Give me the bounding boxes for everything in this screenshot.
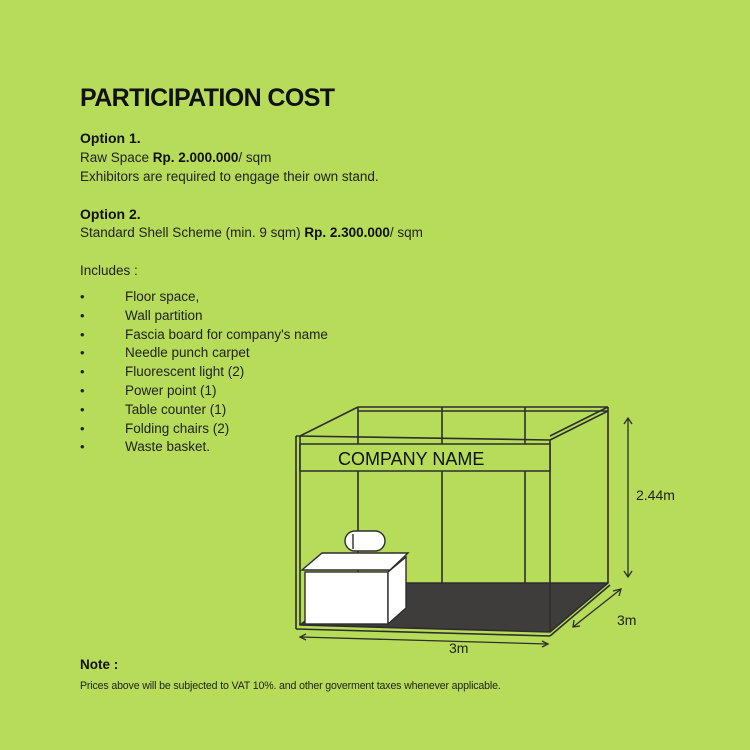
bullet-icon: •: [80, 439, 85, 455]
option1-unit: / sqm: [238, 150, 272, 165]
height-dimension: [624, 418, 632, 577]
list-item: • Fluorescent light (2): [80, 363, 328, 382]
note-title: Note :: [80, 657, 119, 672]
option2-desc: Standard Shell Scheme (min. 9 sqm): [80, 225, 305, 240]
page-title: PARTICIPATION COST: [80, 84, 335, 112]
note-text: Prices above will be subjected to VAT 10%. and other goverment taxes whenever applicable.: [80, 680, 501, 692]
option2-price: Rp. 2.300.000: [304, 225, 390, 240]
list-item: • Power point (1): [80, 382, 328, 401]
list-item: • Waste basket.: [80, 438, 328, 457]
list-item: • Needle punch carpet: [80, 344, 328, 363]
bullet-icon: •: [80, 382, 85, 398]
list-item: • Wall partition: [80, 307, 328, 326]
bullet-icon: •: [80, 364, 85, 380]
folding-chair: [345, 531, 385, 551]
option1-title: Option 1.: [80, 130, 141, 146]
includes-label: Includes :: [80, 263, 138, 278]
bullet-icon: •: [80, 345, 85, 361]
list-item: • Fascia board for company's name: [80, 326, 328, 345]
bullet-icon: •: [80, 401, 85, 417]
width-dimension: [300, 634, 548, 647]
bullet-icon: •: [80, 289, 85, 304]
table-counter: [302, 553, 408, 624]
option1-desc: Raw Space: [80, 150, 153, 165]
fascia-label: COMPANY NAME: [338, 449, 485, 469]
bullet-icon: •: [80, 420, 85, 436]
option2-unit: / sqm: [389, 225, 423, 240]
list-item: • Table counter (1): [80, 401, 328, 420]
bullet-icon: •: [80, 307, 85, 323]
list-item: • Floor space,: [80, 288, 328, 307]
option1-price: Rp. 2.000.000: [152, 150, 239, 165]
list-item: • Folding chairs (2): [80, 420, 328, 439]
option1-note: Exhibitors are required to engage their own stand.: [80, 169, 379, 184]
bullet-icon: •: [80, 326, 85, 342]
depth-label: 3m: [617, 612, 637, 628]
height-label: 2.44m: [636, 487, 675, 503]
option2-title: Option 2.: [80, 206, 141, 222]
width-label: 3m: [449, 640, 469, 656]
